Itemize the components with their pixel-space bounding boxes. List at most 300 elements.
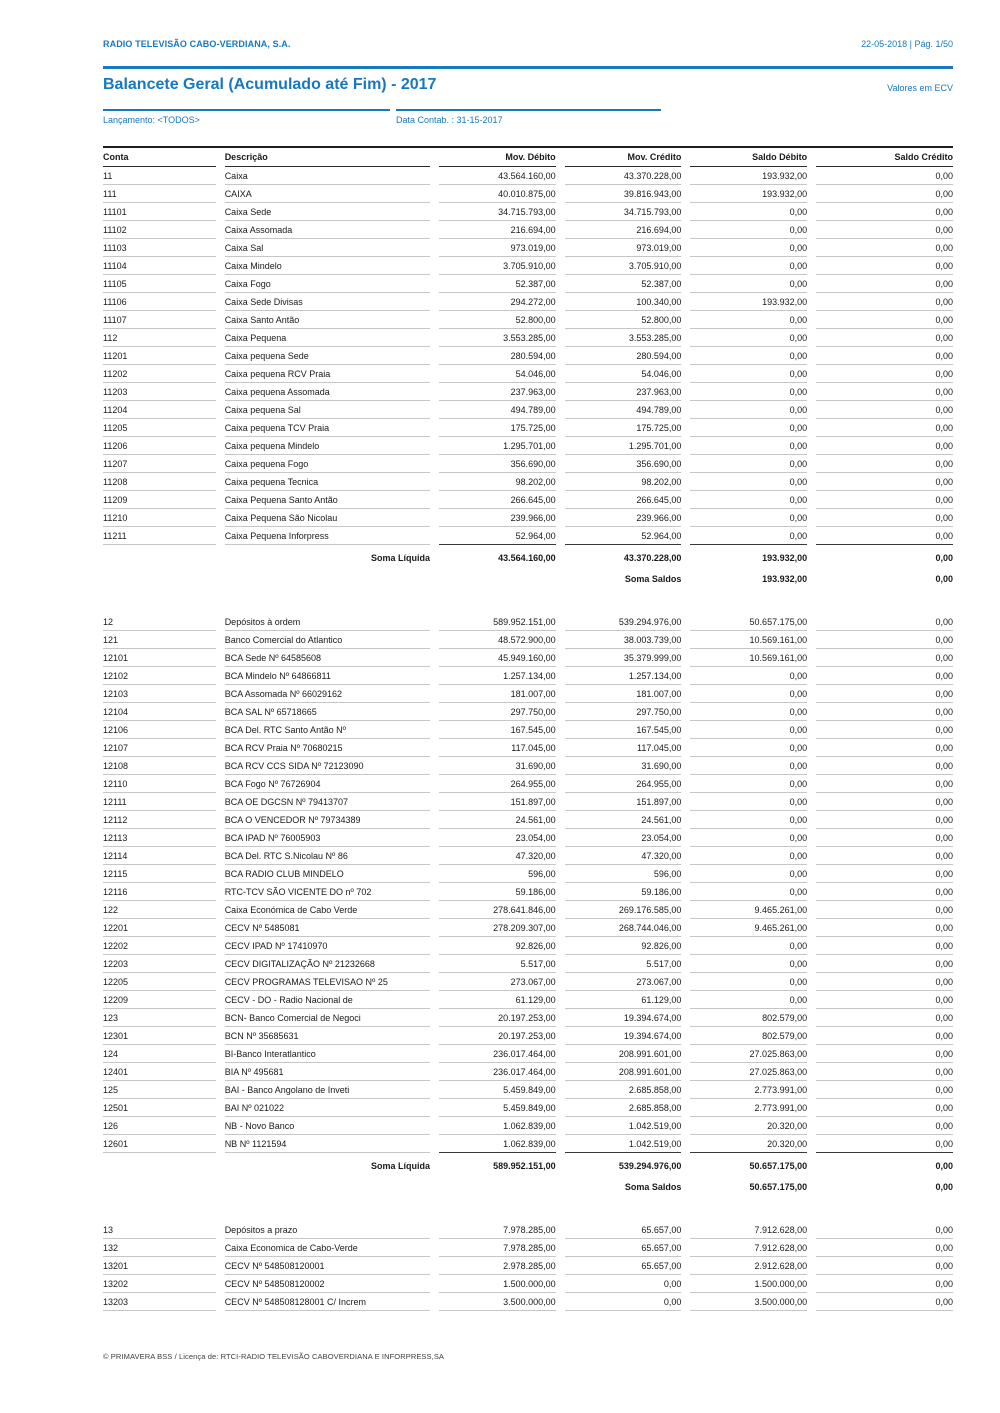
cell-conta: 11106 <box>103 293 216 311</box>
cell-mov-debito: 216.694,00 <box>439 221 556 239</box>
cell-conta: 12106 <box>103 721 216 739</box>
cell-conta: 11202 <box>103 365 216 383</box>
table-row <box>103 419 953 437</box>
table-row <box>103 685 953 703</box>
cell-descricao: Caixa pequena Sal <box>225 401 430 419</box>
cell-mov-debito: 48.572.900,00 <box>439 631 556 649</box>
table-row <box>103 793 953 811</box>
cell-conta: 11201 <box>103 347 216 365</box>
cell-saldo-credito: 0,00 <box>816 203 953 221</box>
cell-saldo-credito: 0,00 <box>816 1099 953 1117</box>
table-row <box>103 937 953 955</box>
cell-saldo-debito: 2.912.628,00 <box>690 1257 807 1275</box>
header-row <box>103 148 953 167</box>
table-row <box>103 955 953 973</box>
cell-saldo-credito: 0,00 <box>816 1009 953 1027</box>
cell-saldo-credito: 0,00 <box>816 847 953 865</box>
cell-saldo-debito: 0,00 <box>690 221 807 239</box>
cell-saldo-debito: 0,00 <box>690 973 807 991</box>
cell-mov-debito: 3.500.000,00 <box>439 1293 556 1311</box>
cell-conta: 11206 <box>103 437 216 455</box>
cell-mov-debito: 278.641.846,00 <box>439 901 556 919</box>
cell-conta: 12202 <box>103 937 216 955</box>
cell-mov-debito: 236.017.464,00 <box>439 1045 556 1063</box>
balance-table-body <box>103 167 953 1311</box>
cell-descricao: BAI Nº 021022 <box>225 1099 430 1117</box>
cell-saldo-credito: 0,00 <box>816 1117 953 1135</box>
table-row <box>103 257 953 275</box>
cell-saldo-credito: 0,00 <box>816 685 953 703</box>
cell-descricao: Caixa Pequena São Nicolau <box>225 509 430 527</box>
cell-descricao: CECV Nº 5485081 <box>225 919 430 937</box>
cell-conta: 12115 <box>103 865 216 883</box>
cell-mov-credito: 47.320,00 <box>565 847 682 865</box>
cell-saldo-debito: 3.500.000,00 <box>690 1293 807 1311</box>
cell-saldo-credito: 0,00 <box>816 275 953 293</box>
cell-saldo-debito: 0,00 <box>690 721 807 739</box>
cell-mov-debito: 264.955,00 <box>439 775 556 793</box>
filter-lancamento: Lançamento: <TODOS> <box>103 109 390 125</box>
cell-saldo-credito: 0,00 <box>816 955 953 973</box>
table-row <box>103 847 953 865</box>
cell-saldo-credito: 0,00 <box>816 491 953 509</box>
cell-conta: 12102 <box>103 667 216 685</box>
cell-mov-credito: 266.645,00 <box>565 491 682 509</box>
cell-descricao: Caixa Assomada <box>225 221 430 239</box>
cell-mov-credito: 239.966,00 <box>565 509 682 527</box>
cell-saldo-credito: 0,00 <box>816 329 953 347</box>
cell-conta <box>103 1153 216 1174</box>
table-row <box>103 1239 953 1257</box>
cell-saldo-debito: 193.932,00 <box>690 293 807 311</box>
cell-mov-credito: 356.690,00 <box>565 455 682 473</box>
table-row <box>103 401 953 419</box>
cell-conta: 11102 <box>103 221 216 239</box>
cell-saldo-credito: 0,00 <box>816 347 953 365</box>
balance-table <box>94 148 962 1311</box>
cell-descricao: Caixa pequena Mindelo <box>225 437 430 455</box>
cell-conta: 12103 <box>103 685 216 703</box>
cell-mov-credito: 539.294.976,00 <box>565 613 682 631</box>
cell-mov-credito: 98.202,00 <box>565 473 682 491</box>
cell-mov-credito: 167.545,00 <box>565 721 682 739</box>
cell-saldo-credito: 0,00 <box>816 419 953 437</box>
cell-mov-credito: 1.257.134,00 <box>565 667 682 685</box>
cell-mov-debito: 239.966,00 <box>439 509 556 527</box>
cell-saldo-credito: 0,00 <box>816 1063 953 1081</box>
cell-saldo-credito: 0,00 <box>816 667 953 685</box>
cell-saldo-credito: 0,00 <box>816 221 953 239</box>
cell-saldo-debito: 0,00 <box>690 667 807 685</box>
table-row <box>103 1221 953 1239</box>
cell-descricao: Caixa Santo Antão <box>225 311 430 329</box>
page-header <box>103 0 953 49</box>
filter-data-contab: Data Contab. : 31-15-2017 <box>396 109 661 125</box>
cell-conta: 13201 <box>103 1257 216 1275</box>
cell-saldo-credito: 0,00 <box>816 1257 953 1275</box>
cell-saldo-credito: 0,00 <box>816 473 953 491</box>
cell-saldo-debito: 0,00 <box>690 491 807 509</box>
cell-mov-debito: 52.387,00 <box>439 275 556 293</box>
cell-mov-debito <box>439 1174 556 1195</box>
cell-mov-credito: 1.042.519,00 <box>565 1117 682 1135</box>
cell-saldo-credito: 0,00 <box>816 811 953 829</box>
cell-conta: 12209 <box>103 991 216 1009</box>
cell-mov-credito: 65.657,00 <box>565 1239 682 1257</box>
table-row <box>103 1257 953 1275</box>
cell-saldo-debito: 0,00 <box>690 401 807 419</box>
cell-conta: 11211 <box>103 527 216 545</box>
cell-mov-debito: 151.897,00 <box>439 793 556 811</box>
cell-saldo-debito: 9.465.261,00 <box>690 901 807 919</box>
table-row <box>103 455 953 473</box>
cell-conta: 124 <box>103 1045 216 1063</box>
table-row <box>103 527 953 545</box>
cell-saldo-credito: 0,00 <box>816 167 953 185</box>
cell-mov-credito: 175.725,00 <box>565 419 682 437</box>
cell-conta: 11104 <box>103 257 216 275</box>
cell-conta: 12 <box>103 613 216 631</box>
cell-saldo-debito: 27.025.863,00 <box>690 1063 807 1081</box>
table-row <box>103 901 953 919</box>
cell-mov-credito: 100.340,00 <box>565 293 682 311</box>
cell-saldo-debito: 0,00 <box>690 473 807 491</box>
cell-conta: 12203 <box>103 955 216 973</box>
cell-descricao: Banco Comercial do Atlantico <box>225 631 430 649</box>
cell-descricao: Caixa Sede Divisas <box>225 293 430 311</box>
cell-descricao: Caixa pequena Assomada <box>225 383 430 401</box>
cell-mov-debito: 24.561,00 <box>439 811 556 829</box>
soma-liquida-label: Soma Líquida <box>370 553 430 563</box>
cell-saldo-debito: 7.912.628,00 <box>690 1221 807 1239</box>
cell-conta: 12501 <box>103 1099 216 1117</box>
cell-mov-debito: 23.054,00 <box>439 829 556 847</box>
table-row <box>103 1275 953 1293</box>
cell-descricao: Caixa pequena TCV Praia <box>225 419 430 437</box>
table-row <box>103 703 953 721</box>
table-row <box>103 775 953 793</box>
cell-mov-debito: 45.949.160,00 <box>439 649 556 667</box>
cell-descricao: Caixa Económica de Cabo Verde <box>225 901 430 919</box>
cell-descricao: RTC-TCV SÃO VICENTE DO nº 702 <box>225 883 430 901</box>
table-row <box>103 1135 953 1153</box>
cell-descricao: Caixa pequena Fogo <box>225 455 430 473</box>
cell-mov-debito: 98.202,00 <box>439 473 556 491</box>
cell-mov-credito: 494.789,00 <box>565 401 682 419</box>
cell-saldo-debito: 0,00 <box>690 811 807 829</box>
soma-saldos-label: Soma Saldos <box>624 574 682 584</box>
cell-descricao: BCA Del. RTC S.Nicolau Nº 86 <box>225 847 430 865</box>
column-header-mov-credito: Mov. Crédito <box>565 148 682 167</box>
cell-saldo-credito: 0,00 <box>816 1221 953 1239</box>
cell-mov-credito: 19.394.674,00 <box>565 1027 682 1045</box>
table-row <box>103 1009 953 1027</box>
cell-saldo-debito: 50.657.175,00 <box>690 613 807 631</box>
cell-saldo-credito: 0,00 <box>816 1239 953 1257</box>
cell-saldo-debito: 0,00 <box>690 455 807 473</box>
cell-saldo-debito: 0,00 <box>690 757 807 775</box>
cell-mov-debito <box>439 566 556 587</box>
cell-mov-debito: 7.978.285,00 <box>439 1221 556 1239</box>
cell-mov-debito: 5.459.849,00 <box>439 1099 556 1117</box>
cell-conta: 11105 <box>103 275 216 293</box>
soma-liquida-mov-debito: 43.564.160,00 <box>498 553 556 563</box>
footer-license: © PRIMAVERA BSS / Licença de: RTCI-RADIO TELEVISÃO CABOVERDIANA E INFORPRESS,SA <box>103 1352 445 1361</box>
cell-descricao: CECV - DO - Radio Nacional de <box>225 991 430 1009</box>
cell-conta: 13203 <box>103 1293 216 1311</box>
cell-mov-debito: 1.500.000,00 <box>439 1275 556 1293</box>
column-header-descricao: Descrição <box>225 148 430 167</box>
cell-descricao: NB - Novo Banco <box>225 1117 430 1135</box>
cell-saldo-credito: 0,00 <box>816 1045 953 1063</box>
cell-mov-credito: 151.897,00 <box>565 793 682 811</box>
cell-mov-debito: 20.197.253,00 <box>439 1027 556 1045</box>
cell-mov-credito: 0,00 <box>565 1275 682 1293</box>
cell-saldo-credito: 0,00 <box>816 775 953 793</box>
cell-conta: 11101 <box>103 203 216 221</box>
cell-descricao: BCA RCV Praia Nº 70680215 <box>225 739 430 757</box>
title-row <box>103 76 953 94</box>
cell-mov-credito: 31.690,00 <box>565 757 682 775</box>
cell-mov-credito: 92.826,00 <box>565 937 682 955</box>
cell-saldo-credito: 0,00 <box>816 293 953 311</box>
table-row <box>103 509 953 527</box>
cell-saldo-debito: 0,00 <box>690 739 807 757</box>
cell-mov-credito: 237.963,00 <box>565 383 682 401</box>
cell-mov-debito: 175.725,00 <box>439 419 556 437</box>
table-row <box>103 1063 953 1081</box>
cell-conta: 12201 <box>103 919 216 937</box>
table-row <box>103 829 953 847</box>
cell-descricao: BCN Nº 35685631 <box>225 1027 430 1045</box>
cell-saldo-credito: 0,00 <box>816 1081 953 1099</box>
cell-saldo-credito: 0,00 <box>816 631 953 649</box>
cell-mov-debito: 266.645,00 <box>439 491 556 509</box>
cell-mov-credito: 596,00 <box>565 865 682 883</box>
cell-conta: 121 <box>103 631 216 649</box>
cell-mov-credito: 117.045,00 <box>565 739 682 757</box>
column-header-mov-debito: Mov. Débito <box>439 148 556 167</box>
cell-conta: 112 <box>103 329 216 347</box>
cell-saldo-debito: 0,00 <box>690 329 807 347</box>
cell-conta: 12108 <box>103 757 216 775</box>
cell-conta: 12601 <box>103 1135 216 1153</box>
table-row <box>103 1027 953 1045</box>
cell-conta: 11103 <box>103 239 216 257</box>
cell-mov-credito: 19.394.674,00 <box>565 1009 682 1027</box>
table-row <box>103 811 953 829</box>
cell-conta: 126 <box>103 1117 216 1135</box>
cell-saldo-credito: 0,00 <box>816 455 953 473</box>
cell-saldo-debito: 802.579,00 <box>690 1009 807 1027</box>
soma-saldos-saldo-debito: 193.932,00 <box>762 574 808 584</box>
cell-descricao: BCA Mindelo Nº 64866811 <box>225 667 430 685</box>
cell-descricao: Caixa Mindelo <box>225 257 430 275</box>
cell-mov-credito: 280.594,00 <box>565 347 682 365</box>
cell-conta: 12114 <box>103 847 216 865</box>
cell-descricao: Caixa Sede <box>225 203 430 221</box>
cell-saldo-credito: 0,00 <box>816 991 953 1009</box>
cell-conta: 12113 <box>103 829 216 847</box>
column-header-conta: Conta <box>103 148 216 167</box>
cell-conta: 11208 <box>103 473 216 491</box>
cell-saldo-credito: 0,00 <box>816 311 953 329</box>
table-row <box>103 185 953 203</box>
cell-mov-credito: 216.694,00 <box>565 221 682 239</box>
cell-mov-debito: 356.690,00 <box>439 455 556 473</box>
cell-saldo-debito: 20.320,00 <box>690 1135 807 1153</box>
cell-mov-credito: 273.067,00 <box>565 973 682 991</box>
table-row <box>103 239 953 257</box>
cell-mov-debito: 40.010.875,00 <box>439 185 556 203</box>
cell-saldo-credito: 0,00 <box>816 239 953 257</box>
cell-conta: 12101 <box>103 649 216 667</box>
report-filters <box>103 109 953 125</box>
cell-mov-credito: 59.186,00 <box>565 883 682 901</box>
cell-mov-credito: 35.379.999,00 <box>565 649 682 667</box>
soma-liquida-saldo-debito: 50.657.175,00 <box>749 1161 808 1171</box>
cell-descricao: Caixa Pequena Inforpress <box>225 527 430 545</box>
cell-conta: 11210 <box>103 509 216 527</box>
cell-mov-credito: 2.685.858,00 <box>565 1081 682 1099</box>
cell-mov-debito: 7.978.285,00 <box>439 1239 556 1257</box>
cell-mov-debito: 2.978.285,00 <box>439 1257 556 1275</box>
table-row <box>103 721 953 739</box>
cell-saldo-debito: 0,00 <box>690 437 807 455</box>
accent-divider <box>103 66 953 69</box>
soma-saldos-saldo-credito: 0,00 <box>935 1182 953 1192</box>
cell-conta: 12301 <box>103 1027 216 1045</box>
cell-descricao: CECV IPAD Nº 17410970 <box>225 937 430 955</box>
cell-saldo-debito: 0,00 <box>690 865 807 883</box>
cell-descricao: BCA Del. RTC Santo Antão Nº <box>225 721 430 739</box>
cell-mov-credito: 208.991.601,00 <box>565 1045 682 1063</box>
soma-saldos-row <box>103 566 953 587</box>
table-row <box>103 365 953 383</box>
cell-saldo-debito: 0,00 <box>690 419 807 437</box>
cell-descricao: BCA RADIO CLUB MINDELO <box>225 865 430 883</box>
cell-descricao: CECV PROGRAMAS TELEVISAO Nº 25 <box>225 973 430 991</box>
cell-mov-debito: 61.129,00 <box>439 991 556 1009</box>
table-row <box>103 329 953 347</box>
cell-mov-credito: 34.715.793,00 <box>565 203 682 221</box>
cell-saldo-credito: 0,00 <box>816 1135 953 1153</box>
company-name: RADIO TELEVISÃO CABO-VERDIANA, S.A. <box>103 39 291 49</box>
cell-saldo-debito: 802.579,00 <box>690 1027 807 1045</box>
cell-mov-credito: 43.370.228,00 <box>565 167 682 185</box>
cell-saldo-credito: 0,00 <box>816 185 953 203</box>
cell-saldo-debito: 0,00 <box>690 793 807 811</box>
currency-note: Valores em ECV <box>887 83 953 93</box>
cell-saldo-credito: 0,00 <box>816 937 953 955</box>
cell-conta: 12111 <box>103 793 216 811</box>
cell-descricao: BCA IPAD Nº 76005903 <box>225 829 430 847</box>
soma-liquida-saldo-credito: 0,00 <box>935 553 953 563</box>
cell-mov-debito: 237.963,00 <box>439 383 556 401</box>
cell-saldo-credito: 0,00 <box>816 793 953 811</box>
cell-descricao: BCA Sede Nº 64585608 <box>225 649 430 667</box>
cell-mov-credito: 297.750,00 <box>565 703 682 721</box>
cell-descricao: Caixa Fogo <box>225 275 430 293</box>
cell-saldo-credito: 0,00 <box>816 649 953 667</box>
cell-conta: 12205 <box>103 973 216 991</box>
cell-mov-credito: 1.295.701,00 <box>565 437 682 455</box>
cell-mov-debito: 34.715.793,00 <box>439 203 556 221</box>
cell-mov-debito: 3.705.910,00 <box>439 257 556 275</box>
cell-conta: 13 <box>103 1221 216 1239</box>
cell-conta: 11107 <box>103 311 216 329</box>
cell-saldo-debito: 0,00 <box>690 365 807 383</box>
table-row <box>103 991 953 1009</box>
cell-mov-debito: 589.952.151,00 <box>439 613 556 631</box>
cell-mov-debito: 1.062.839,00 <box>439 1135 556 1153</box>
cell-saldo-debito: 0,00 <box>690 847 807 865</box>
spacer-cell <box>103 1195 953 1221</box>
cell-descricao: BCA OE DGCSN Nº 79413707 <box>225 793 430 811</box>
cell-mov-credito: 3.553.285,00 <box>565 329 682 347</box>
cell-mov-credito: 38.003.739,00 <box>565 631 682 649</box>
cell-mov-debito: 1.062.839,00 <box>439 1117 556 1135</box>
table-row <box>103 203 953 221</box>
cell-mov-credito: 65.657,00 <box>565 1257 682 1275</box>
table-row <box>103 649 953 667</box>
table-row <box>103 437 953 455</box>
cell-conta: 132 <box>103 1239 216 1257</box>
cell-conta: 11205 <box>103 419 216 437</box>
cell-mov-credito: 208.991.601,00 <box>565 1063 682 1081</box>
cell-mov-debito: 294.272,00 <box>439 293 556 311</box>
cell-mov-credito: 3.705.910,00 <box>565 257 682 275</box>
cell-conta: 11 <box>103 167 216 185</box>
cell-mov-credito: 264.955,00 <box>565 775 682 793</box>
table-row <box>103 739 953 757</box>
soma-liquida-saldo-debito: 193.932,00 <box>762 553 808 563</box>
cell-mov-credito: 269.176.585,00 <box>565 901 682 919</box>
cell-descricao: CECV DIGITALIZAÇÃO Nº 21232668 <box>225 955 430 973</box>
cell-descricao: Caixa pequena Sede <box>225 347 430 365</box>
cell-descricao: Caixa <box>225 167 430 185</box>
print-date-page-number: 22-05-2018 | Pág. 1/50 <box>861 39 953 49</box>
cell-descricao: BIA Nº 495681 <box>225 1063 430 1081</box>
cell-descricao: Depósitos à ordem <box>225 613 430 631</box>
column-header-saldo-debito: Saldo Débito <box>690 148 807 167</box>
cell-mov-credito: 54.046,00 <box>565 365 682 383</box>
cell-mov-credito: 52.964,00 <box>565 527 682 545</box>
spacer-cell <box>103 587 953 613</box>
cell-saldo-debito: 7.912.628,00 <box>690 1239 807 1257</box>
cell-mov-debito: 167.545,00 <box>439 721 556 739</box>
cell-mov-debito: 92.826,00 <box>439 937 556 955</box>
cell-saldo-credito: 0,00 <box>816 703 953 721</box>
cell-descricao: BCA Fogo Nº 76726904 <box>225 775 430 793</box>
cell-descricao: Caixa Pequena Santo Antão <box>225 491 430 509</box>
cell-conta: 11204 <box>103 401 216 419</box>
section-spacer <box>103 1195 953 1221</box>
cell-conta: 13202 <box>103 1275 216 1293</box>
cell-mov-credito: 5.517,00 <box>565 955 682 973</box>
cell-saldo-credito: 0,00 <box>816 829 953 847</box>
cell-mov-debito: 52.800,00 <box>439 311 556 329</box>
cell-descricao: CECV Nº 548508120002 <box>225 1275 430 1293</box>
cell-saldo-debito: 0,00 <box>690 527 807 545</box>
cell-descricao: BCA O VENCEDOR Nº 79734389 <box>225 811 430 829</box>
cell-conta <box>103 1174 216 1195</box>
cell-mov-debito: 20.197.253,00 <box>439 1009 556 1027</box>
cell-saldo-credito: 0,00 <box>816 739 953 757</box>
cell-mov-debito: 3.553.285,00 <box>439 329 556 347</box>
cell-mov-debito: 59.186,00 <box>439 883 556 901</box>
cell-descricao: Depósitos a prazo <box>225 1221 430 1239</box>
